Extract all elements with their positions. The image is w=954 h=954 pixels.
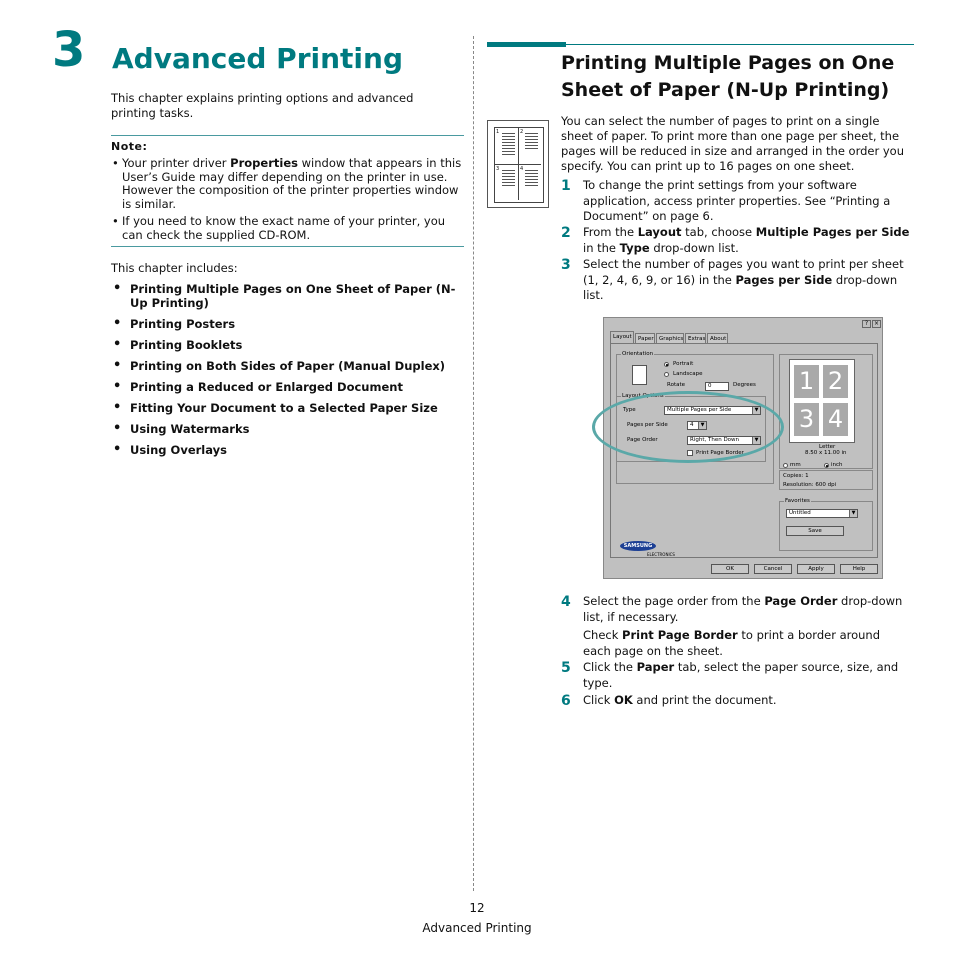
section-intro: You can select the number of pages to print on a single sheet of paper. To print more than one page per sheet, the pages will be reduced in size and arranged in the order you specify. You can print up to 16 pages on one sheet. — [561, 114, 905, 173]
step-text: Select the number of pages you want to print per sheet (1, 2, 4, 6, 9, or 16) in the Pages per Side drop-down list. — [583, 257, 904, 302]
includes-item: • Using Overlays — [113, 443, 463, 457]
step-number: 5 — [561, 660, 571, 676]
tab-about[interactable]: About — [707, 333, 728, 344]
includes-item: • Printing Posters — [113, 317, 463, 331]
includes-item: • Fitting Your Document to a Selected Paper Size — [113, 401, 463, 415]
nup-preview-page — [789, 359, 855, 443]
ok-button[interactable]: OK — [711, 564, 749, 574]
type-select[interactable]: Multiple Pages per Side ▼ — [664, 406, 761, 415]
footer-chapter-name: Advanced Printing — [422, 921, 532, 935]
portrait-page-icon — [632, 365, 647, 385]
pages-per-side-select[interactable]: 4 ▼ — [687, 421, 707, 430]
preview-cell: 4 — [823, 403, 848, 436]
includes-item: • Printing Booklets — [113, 338, 463, 352]
note-top-rule — [111, 135, 464, 136]
chevron-down-icon: ▼ — [698, 422, 706, 429]
includes-heading: This chapter includes: — [111, 261, 238, 275]
rotate-input[interactable]: 0 — [705, 382, 729, 391]
chapter-intro: This chapter explains printing options and advanced printing tasks. — [111, 91, 414, 120]
save-button[interactable]: Save — [786, 526, 844, 536]
step-number: 2 — [561, 225, 571, 241]
layout-options-group: Layout Options Type Multiple Pages per Side ▼ Pages per Side 4 ▼ Page Order Right, Then Down ▼ Print Page Border — [616, 396, 766, 462]
note-list — [112, 157, 464, 246]
cancel-button[interactable]: Cancel — [754, 564, 792, 574]
tab-layout[interactable]: Layout — [610, 331, 634, 344]
step-text: To change the print settings from your software application, access printer properties. See “Printing a Document” on page 6. — [583, 178, 891, 223]
note-title: Note: — [111, 140, 148, 153]
step-text: Check Print Page Border to print a border around each page on the sheet. — [583, 628, 881, 658]
includes-item: • Printing on Both Sides of Paper (Manual Duplex) — [113, 359, 463, 373]
includes-item: • Printing a Reduced or Enlarged Document — [113, 380, 463, 394]
samsung-logo: SAMSUNG — [620, 541, 656, 551]
chapter-number: 3 — [52, 22, 86, 78]
tab-graphics[interactable]: Graphics — [656, 333, 684, 344]
tab-extras[interactable]: Extras — [685, 333, 706, 344]
step-text: Click OK and print the document. — [583, 693, 777, 707]
section-rule — [566, 44, 914, 45]
preview-cell: 3 — [794, 403, 819, 436]
step-number: 4 — [561, 594, 571, 610]
orientation-group: Orientation Portrait Landscape Rotate 0 Degrees — [616, 354, 774, 484]
tab-paper[interactable]: Paper — [635, 333, 655, 344]
includes-item: • Printing Multiple Pages on One Sheet of Paper (N-Up Printing) — [113, 282, 463, 310]
chevron-down-icon: ▼ — [752, 407, 760, 414]
section-title: Printing Multiple Pages on One Sheet of Paper (N-Up Printing) — [561, 52, 895, 101]
favorites-select[interactable]: Untitled ▼ — [786, 509, 858, 518]
favorites-group: Favorites Untitled ▼ Save — [779, 501, 873, 551]
highlight-ellipse — [592, 391, 784, 463]
close-title-button[interactable]: × — [873, 320, 880, 327]
chevron-down-icon: ▼ — [849, 510, 857, 517]
step-text: Select the page order from the Page Order drop-down list, if necessary. — [583, 594, 903, 624]
page-number: 12 — [469, 901, 485, 915]
step-text: Click the Paper tab, select the paper source, size, and type. — [583, 660, 899, 690]
info-box: Copies: 1 Resolution: 600 dpi — [779, 470, 873, 490]
step-number: 1 — [561, 178, 571, 194]
includes-list — [113, 282, 463, 464]
portrait-radio[interactable] — [664, 362, 669, 367]
help-title-button[interactable]: ? — [862, 320, 871, 328]
layout-panel: Orientation Portrait Landscape Rotate 0 Degrees Layout Options Type Multiple Pages per Side ▼ Pages per Side 4 ▼ Page Order Right, Then Down ▼ Print Page Border Letter 8.50 x 11.00 in mm inch Copies: 1 Resolution: 600 dpi Favorites Untitled ▼ Save SAMSUNG ELECTRONICS — [610, 343, 878, 558]
step-text: From the Layout tab, choose Multiple Pages per Side in the Type drop-down list. — [583, 225, 910, 255]
chapter-title: Advanced Printing — [112, 42, 403, 75]
page-order-select[interactable]: Right, Then Down ▼ — [687, 436, 761, 445]
preview-cell: 2 — [823, 365, 848, 398]
section-rule-accent — [487, 42, 566, 47]
inch-radio[interactable] — [824, 463, 829, 468]
note-item: • Your printer driver Properties window that appears in this User’s Guide may differ depending on the printer in use. However the composition of the printer properties window is similar. — [112, 157, 464, 211]
apply-button[interactable]: Apply — [797, 564, 835, 574]
chevron-down-icon: ▼ — [752, 437, 760, 444]
includes-item: • Using Watermarks — [113, 422, 463, 436]
note-item: • If you need to know the exact name of your printer, you can check the supplied CD-ROM. — [112, 215, 464, 242]
preview-cell: 1 — [794, 365, 819, 398]
step-number: 6 — [561, 693, 571, 709]
step-number: 3 — [561, 257, 571, 273]
note-bottom-rule — [111, 246, 464, 247]
mm-radio[interactable] — [783, 463, 788, 468]
help-button[interactable]: Help — [840, 564, 878, 574]
landscape-radio[interactable] — [664, 372, 669, 377]
nup-thumbnail-icon: 1 2 3 4 — [487, 120, 549, 208]
column-divider — [473, 36, 474, 891]
